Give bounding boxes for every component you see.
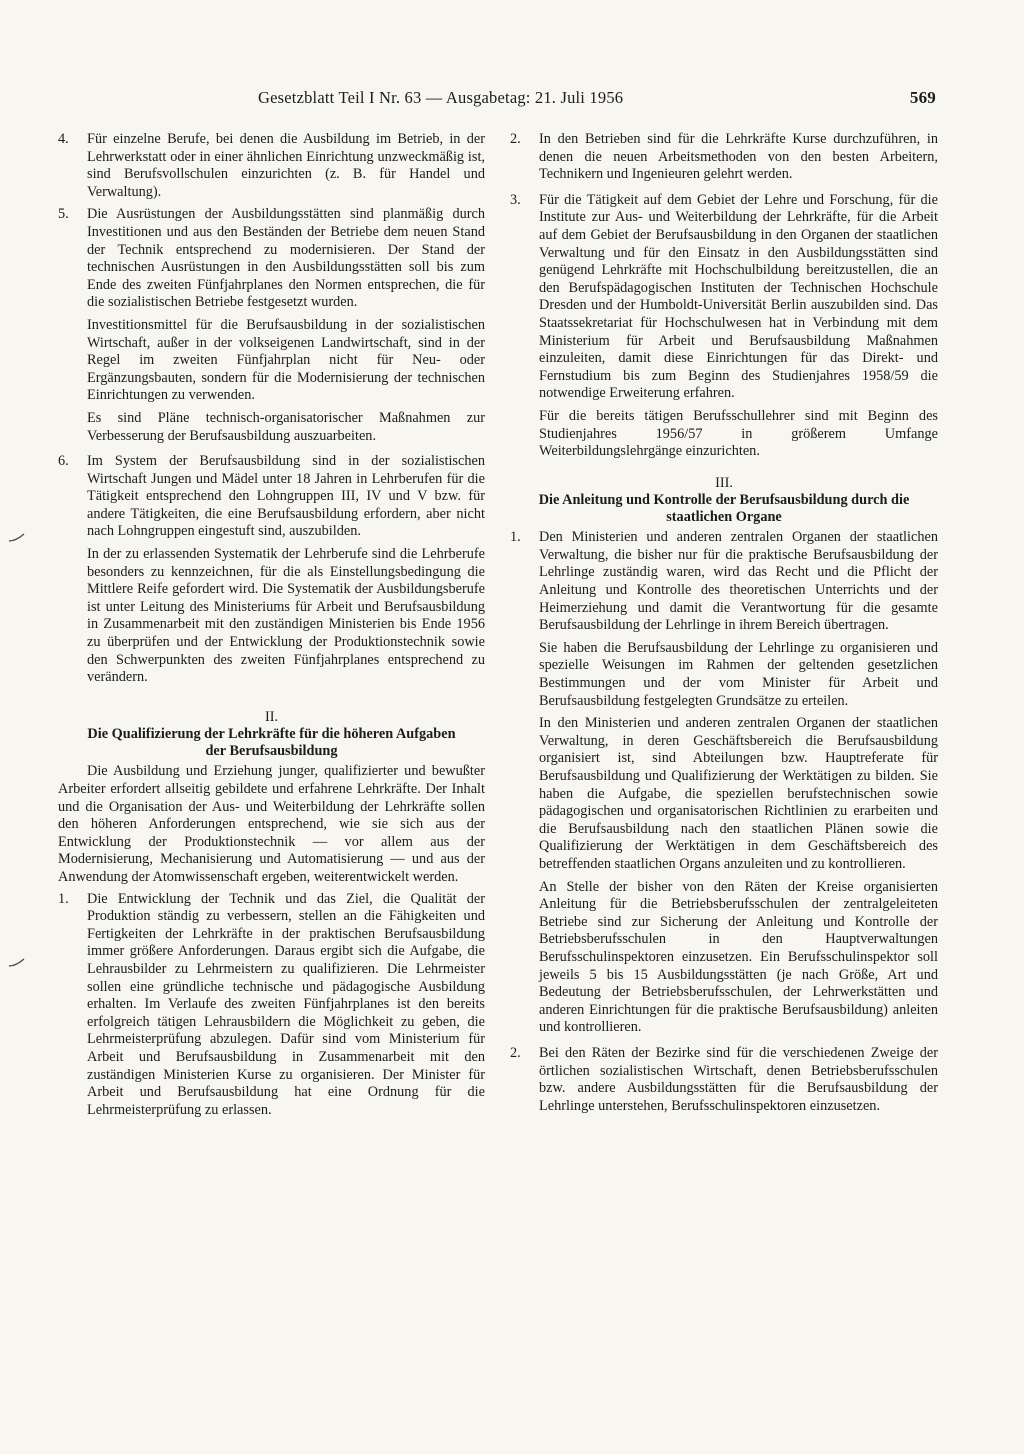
item-number: 4.: [58, 131, 69, 147]
paragraph: Im System der Berufsausbildung sind in der sozialistischen Wirtschaft Jungen und Mädel unter 18 Jahren in Lehrberufen für die Tätigkeit entsprechend den Lohngruppen III, IV und V bzw. für andere Tätigkeiten, die eine Berufsausbildung erfordern, aber nicht nach Lohngruppen eingestuft sind, auszubilden.: [87, 453, 485, 540]
paragraph: An Stelle der bisher von den Räten der Kreise organisierten Anleitung für die Betriebsberufsschulen der zentralgeleiteten Betriebe sind zur Sicherung der Anleitung und Kontrolle der Betriebsberufsschulen in den Hauptverwaltungen Berufsschulinspektoren einzusetzen. Ein Berufsschulinspektor soll jeweils 5 bis 15 Ausbildungsstätten (je nach Größe, Art und Bedeutung der Betriebsberufsschulen, der Lehrwerkstätten und anderen Einrichtungen für die praktische Berufsausbildung) anleiten und kontrollieren.: [539, 878, 938, 1036]
item-text: In den Betrieben sind für die Lehrkräfte Kurse durchzuführen, in denen die neuen Arbeitsmethoden von den besten Arbeitern, Technikern und Ingenieuren gelehrt werden.: [539, 131, 938, 183]
item-6: [58, 453, 485, 687]
paragraph: Den Ministerien und anderen zentralen Organen der staatlichen Verwaltung, die bisher nur für die praktische Berufsausbildung der Lehrlinge zuständig waren, wird das Recht und die Pflicht der Anleitung und Kontrolle des theoretischen Unterrichts und der Heimerziehung und damit die Verantwortung für die gesamte Berufsausbildung der Lehrlinge in ihrem Bereich übertragen.: [539, 529, 938, 634]
section-numeral-ii: II.: [264, 708, 279, 725]
paragraph: Sie haben die Berufsausbildung der Lehrlinge zu organisieren und spezielle Weisungen im Rahmen der geltenden gesetzlichen Bestimmungen und der vom Minister für Arbeit und Berufsausbildung festgelegten Grundsätze zu erteilen.: [539, 639, 938, 709]
section-title-ii: Die Qualifizierung der Lehrkräfte für die höheren Aufgaben der Berufsausbildung: [87, 726, 456, 760]
running-title: Gesetzblatt Teil I Nr. 63 — Ausgabetag: 21. Juli 1956: [258, 88, 624, 107]
margin-tick-mark: [8, 532, 26, 544]
item-4: [58, 131, 485, 201]
section-ii-item-1: [58, 891, 485, 1120]
item-number: 5.: [58, 206, 69, 223]
item-text: Bei den Räten der Bezirke sind für die verschiedenen Zweige der örtlichen sozialistischen Wirtschaft, denen Betriebsberufsschulen bzw. andere Ausbildungsstätten für die Berufsausbildung der Lehrlinge unterstehen, Berufsschulinspektoren einzusetzen.: [539, 1044, 938, 1114]
item-number: 6.: [58, 453, 69, 470]
paragraph: In den Ministerien und anderen zentralen Organen der staatlichen Verwaltung, in deren Geschäftsbereich die Berufsausbildung organisiert ist, sind Abteilungen bzw. Hauptreferate für Berufsausbildung und Qualifizierung der Werktätigen zu bilden. Sie haben die Aufgabe, die speziellen berufstechnischen sowie pädagogischen und organisatorischen Richtlinien zu erarbeiten und die Berufsausbildung nach den staatlichen Plänen sowie die Qualifizierung der Werktätigen in dem Geschäftsbereich des betreffenden staatlichen Organs anzuleiten und zu kontrollieren.: [539, 715, 938, 872]
item-number: 2.: [510, 1044, 521, 1061]
item-text: Für einzelne Berufe, bei denen die Ausbildung im Betrieb, in der Lehrwerkstatt oder in einer ähnlichen Einrichtung unzweckmäßig ist, sind Berufsvollschulen einzurichten (z. B. für Handel und Verwaltung).: [87, 131, 485, 200]
item-number: 3.: [510, 191, 521, 208]
section-numeral-iii: III.: [715, 474, 733, 491]
page-number: 569: [909, 88, 936, 107]
item-2: [510, 131, 938, 184]
left-column: [58, 131, 485, 1124]
page-header: [258, 88, 936, 110]
right-column: [510, 131, 938, 1120]
paragraph: Die Ausrüstungen der Ausbildungsstätten sind planmäßig durch Investitionen und aus den Beständen der Betriebe dem neuen Stand der Technik entsprechend zu modernisieren. Der Stand der technischen Ausrüstungen in den Ausbildungsstätten soll bis zum Ende des zweiten Fünfjahrplanes den Normen entsprechen, die für die sozialistischen Betriebe festgesetzt wurden.: [87, 206, 485, 311]
paragraph: In der zu erlassenden Systematik der Lehrberufe sind die Lehrberufe besonders zu kennzeichnen, für die als Einstellungsbedingung die Mittlere Reife gefordert wird. Die Systematik der Ausbildungsberufe ist unter Leitung des Ministeriums für Arbeit und Berufsausbildung in Zusammenarbeit mit den zuständigen Ministerien bis Ende 1956 zu überprüfen und der Entwicklung der Produktionstechnik sowie den Schwerpunkten des zweiten Fünfjahrplanes entsprechend zu verändern.: [87, 546, 485, 686]
item-3: [510, 192, 938, 461]
paragraph: Investitionsmittel für die Berufsausbildung in der sozialistischen Wirtschaft, außer in der volkseigenen Landwirtschaft, sind in der Regel im zweiten Fünfjahrplan nicht für Neu- oder Ergänzungsbauten, sondern für die Modernisierung der technischen Einrichtungen zu verwenden.: [87, 316, 485, 404]
item-number: 1.: [510, 529, 521, 546]
paragraph: Es sind Pläne technisch-organisatorischer Maßnahmen zur Verbesserung der Berufsausbildung auszuarbeiten.: [87, 409, 485, 444]
section-title-iii: Die Anleitung und Kontrolle der Berufsausbildung durch die staatlichen Organe: [538, 492, 910, 526]
margin-tick-mark: [8, 957, 26, 969]
item-5: [58, 206, 485, 445]
section-iii-item-1: [510, 529, 938, 1037]
section-iii-item-2: [510, 1045, 938, 1115]
item-text: Die Entwicklung der Technik und das Ziel, die Qualität der Produktion ständig zu verbessern, stellen an die Fähigkeiten und Fertigkeiten der Lehrkräfte in der praktischen Berufsausbildung immer größere Anforderungen. Daraus ergibt sich die Aufgabe, die Lehrausbilder zu Lehrmeistern zu qualifizieren. Die Lehrmeister sollen eine gründliche technische und pädagogische Ausbildung erhalten. Im Verlaufe des zweiten Fünfjahrplanes ist den bereits erfolgreich tätigen Lehrausbildern die Möglichkeit zu geben, die Lehrmeisterprüfung abzulegen. Dafür sind vom Ministerium für Arbeit und Berufsausbildung in Zusammenarbeit mit den zuständigen Ministerien Kurse zu organisieren. Der Minister für Arbeit und Berufsausbildung hat eine Ordnung für die Lehrmeisterprüfung zu erlassen.: [87, 890, 485, 1118]
item-number: 2.: [510, 131, 521, 147]
paragraph: Für die bereits tätigen Berufsschullehrer sind mit Beginn des Studienjahres 1956/57 in größerem Umfange Weiterbildungslehrgänge einzurichten.: [539, 407, 938, 460]
section-intro: Die Ausbildung und Erziehung junger, qualifizierter und bewußter Arbeiter erfordert allseitig gebildete und erfahrene Lehrkräfte. Der Inhalt und die Organisation der Aus- und Weiterbildung der Lehrkräfte sollen den höheren Anforderungen entsprechend, wie sie sich aus der Entwicklung der Produktionstechnik — vor allem aus der Modernisierung, Mechanisierung und Automatisierung — und aus der Anwendung der Atomwissenschaft ergeben, weiterentwickelt werden.: [58, 763, 485, 885]
item-number: 1.: [58, 890, 69, 907]
paragraph: Für die Tätigkeit auf dem Gebiet der Lehre und Forschung, für die Institute zur Aus- und Weiterbildung der Lehrkräfte, für die Arbeit auf dem Gebiet der Berufsausbildung in den Organen der staatlichen Verwaltung und für den Einsatz in den Ausbildungsstätten sind genügend Lehrkräfte mit Hochschulbildung bereitzustellen, die an den Berufspädagogischen Instituten der Technischen Hochschule Dresden und der Humboldt-Universität Berlin auszubilden sind. Das Staatssekretariat für Hochschulwesen hat in Verbindung mit dem Ministerium für Arbeit und Berufsausbildung Maßnahmen einzuleiten, damit diese Einrichtungen für das Direkt- und Fernstudium bis zum Beginn des Studienjahres 1958/59 die notwendige Erweiterung erfahren.: [539, 191, 938, 402]
